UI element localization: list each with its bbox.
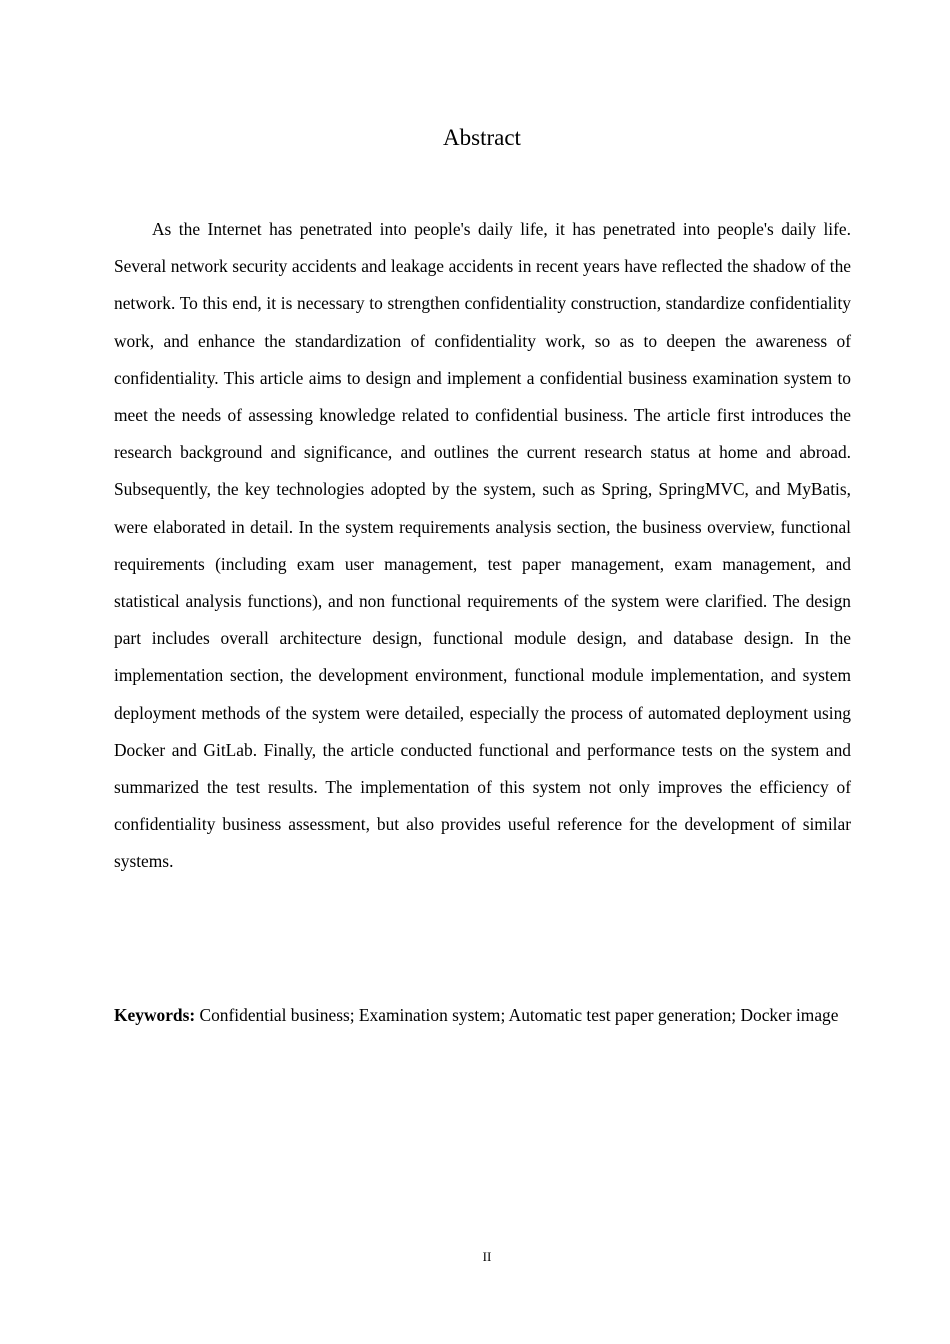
keywords-line: [114, 997, 851, 1033]
keywords-text: Confidential business; Examination system; Automatic test paper generation; Docker image: [199, 1005, 839, 1025]
keywords-label: Keywords:: [114, 1005, 196, 1025]
page-title: Abstract: [443, 125, 521, 150]
abstract-paragraph: As the Internet has penetrated into people's daily life, it has penetrated into people's daily life. Several network security accidents and leakage accidents in recent years have reflected the shadow of the network. To this end, it is necessary to strengthen confidentiality construction, standardize confidentiality work, and enhance the standardization of confidentiality work, so as to deepen the awareness of confidentiality. This article aims to design and implement a confidential business examination system to meet the needs of assessing knowledge related to confidential business. The article first introduces the research background and significance, and outlines the current research status at home and abroad. Subsequently, the key technologies adopted by the system, such as Spring, SpringMVC, and MyBatis, were elaborated in detail. In the system requirements analysis section, the business overview, functional requirements (including exam user management, test paper management, exam management, and statistical analysis functions), and non functional requirements of the system were clarified. The design part includes overall architecture design, functional module design, and database design. In the implementation section, the development environment, functional module implementation, and system deployment methods of the system were detailed, especially the process of automated deployment using Docker and GitLab. Finally, the article conducted functional and performance tests on the system and summarized the test results. The implementation of this system not only improves the efficiency of confidentiality business assessment, but also provides useful reference for the development of similar systems.: [114, 219, 851, 872]
page-number: II: [482, 1249, 492, 1264]
